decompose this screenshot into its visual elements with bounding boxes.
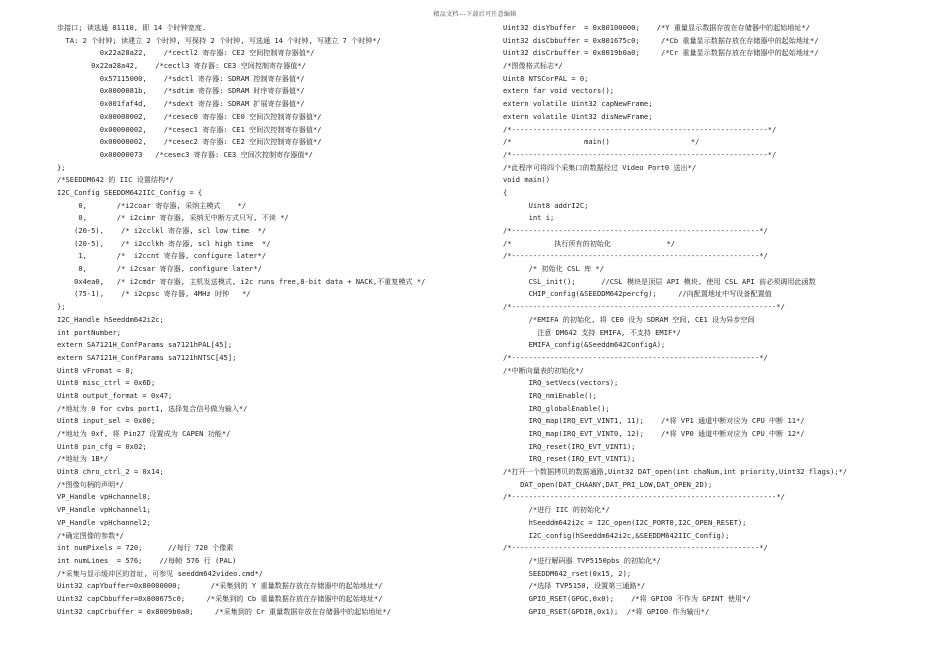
right-code-line: Uint8 addrI2C;: [503, 200, 589, 210]
right-code-line: IRQ_nmiEnable();: [503, 390, 597, 400]
left-code-line: 0x00000002, /*cesec0 寄存器: CE0 空间次控制寄存器值*/: [57, 111, 322, 121]
right-code-line: /*图像格式标志*/: [503, 61, 563, 71]
right-code-line: IRQ_map(IRQ_EVT_VINT0, 12); /*将 VP0 通道中断对应为 CPU 中断 12*/: [503, 429, 805, 438]
left-code-line: Uint8 chro_ctrl_2 = 0x14;: [57, 467, 164, 477]
left-code-line: VP_Handle vpHchannel2;: [57, 517, 151, 527]
left-code-line: 0x4ea0, /* i2cmdr 寄存器, 主机发送模式, i2c runs free,8-bit data + NACK,不重复模式 */: [57, 276, 426, 286]
left-code-line: Uint8 vFromat = 0;: [57, 365, 134, 375]
left-code-line: /*采集与显示缓冲区的首址, 可参见 seeddm642video.cmd*/: [57, 568, 264, 578]
left-code-line: Uint8 pin_cfg = 0x02;: [57, 441, 147, 451]
right-code-line: int i;: [503, 213, 555, 223]
right-code-line: extern volatile Uint32 capNewFrame;: [503, 99, 653, 109]
left-code-line: Uint8 misc_ctrl = 0x6D;: [57, 378, 156, 388]
left-code-line: /*图像句柄的声明*/: [57, 479, 124, 489]
right-code-line: hSeeddm642i2c = I2C_open(I2C_PORT0,I2C_OPEN_RESET);: [503, 517, 747, 527]
right-code-line: IRQ_globalEnable();: [503, 403, 610, 413]
right-code-line: 注意 DM642 支持 EMIFA, 不支持 EMIF*/: [503, 327, 681, 337]
right-code-line: IRQ_setVecs(vectors);: [503, 378, 619, 388]
right-code-line: Uint32 disCrbuffer = 0x8019b0a0; /*Cr 重量显示数据存放在存储器中的起始地址*/: [503, 48, 819, 58]
right-code-line: I2C_config(hSeeddm642i2c,&SEEDDM642IIC_Config);: [503, 530, 730, 540]
right-code-line: /*----------------------------------------------------------*/: [503, 543, 768, 553]
left-code-line: };: [57, 162, 66, 172]
left-code-line: 0x00000073 /*cesec3 寄存器: CE3 空间次控制寄存器值*/: [57, 149, 313, 159]
left-code-line: 0x00000002, /*cesec1 寄存器: CE1 空间次控制寄存器值*/: [57, 124, 322, 134]
left-code-line: /*地址为 1B*/: [57, 454, 109, 464]
right-code-line: /*EMIFA 的初始化, 将 CE0 设为 SDRAM 空间, CE1 设为异步空间: [503, 314, 755, 324]
left-code-line: /*确定图像的参数*/: [57, 530, 124, 540]
left-code-line: 0, /* i2csar 寄存器, configure later*/: [57, 264, 262, 274]
left-code-line: extern SA7121H_ConfParams sa7121hPAL[45];: [57, 340, 233, 350]
left-code-line: 0x0000081b, /*sdtim 寄存器: SDRAM 时序寄存器值*/: [57, 86, 305, 96]
right-code-line: /*中断向量表的初始化*/: [503, 365, 584, 375]
right-code-line: SEEDDM642_rset(0x15, 2);: [503, 568, 632, 578]
right-code-line: /* 执行所有的初始化 */: [503, 238, 676, 248]
right-code-line: /* main() */: [503, 137, 700, 147]
left-code-line: int numLines = 576; //每帧 576 行 (PAL): [57, 555, 237, 565]
right-code-line: /*此程序可将四个采集口的数据经过 Video Port0 送出*/: [503, 162, 697, 172]
right-code-line: void main(): [503, 175, 550, 185]
right-code-line: CSL_init(); //CSL 模块是顶层 API 模块, 使用 CSL API 前必须调用此函数: [503, 276, 816, 286]
right-code-line: EMIFA_config(&Seeddm642ConfigA);: [503, 340, 666, 350]
right-code-line: /*--------------------------------------------------------------*/: [503, 492, 785, 502]
page-header: 精品文档---下载后可任意编辑: [433, 11, 517, 18]
right-code-line: /*----------------------------------------------------------*/: [503, 226, 768, 235]
left-code-line: 0x57115000, /*sdctl 寄存器: SDRAM 控制寄存器值*/: [57, 73, 305, 83]
right-code-line: /*----------------------------------------------------------*/: [503, 251, 768, 261]
left-code-line: Uint8 input_sel = 0x00;: [57, 416, 156, 426]
left-code-line: int numPixels = 720; //每行 720 个像素: [57, 543, 234, 553]
left-code-line: extern SA7121H_ConfParams sa7121hNTSC[45];: [57, 352, 237, 362]
left-code-line: Uint8 output_format = 0x47;: [57, 390, 173, 400]
left-code-line: 0x001faf4d, /*sdext 寄存器: SDRAM 扩展寄存器值*/: [57, 99, 305, 109]
left-code-line: (20-5), /* i2cclkl 寄存器, scl low time */: [57, 226, 267, 235]
right-code-line: /*打开一个数据拷贝的数据通路,Uint32 DAT_open(int chaNum,int priority,Uint32 flags);*/: [503, 467, 848, 477]
right-code-line: /*------------------------------------------------------------*/: [503, 149, 777, 159]
left-code-line: int portNumber;: [57, 327, 122, 337]
right-code-line: extern volatile Uint32 disNewFrame;: [503, 111, 653, 121]
right-code-line: CHIP_config(&SEEDDM642percfg); //向配置地址中写设备配置值: [503, 289, 772, 299]
left-code-line: };: [57, 302, 66, 312]
right-code-column: [503, 22, 923, 618]
left-code-line: /*地址为 0xf, 将 Pin27 设置成为 CAPEN 功能*/: [57, 429, 231, 438]
left-code-line: 步接口; 读选通 01110, 即 14 个时钟宽度.: [57, 23, 207, 32]
right-code-line: /*选择 TVP5150, 设置第三通路*/: [503, 581, 646, 591]
left-code-column: [57, 22, 477, 618]
right-code-line: /*--------------------------------------------------------------*/: [503, 302, 785, 312]
left-code-line: VP_Handle vpHchannel0;: [57, 492, 151, 502]
right-code-line: Uint8 NTSCorPAL = 0;: [503, 73, 589, 83]
right-code-line: GPIO_RSET(GPGC,0x0); /*将 GPIO0 不作为 GPINT 使用*/: [503, 593, 751, 603]
right-code-line: IRQ_map(IRQ_EVT_VINT1, 11); /*将 VP1 通道中断对应为 CPU 中断 11*/: [503, 416, 805, 426]
right-code-line: Uint32 disYbuffer = 0x80100000; /*Y 重量显示数据存放在存储器中的起始地址*/: [503, 23, 811, 32]
left-code-line: I2C_Config SEEDDM642IIC_Config = {: [57, 187, 203, 197]
right-code-line: DAT_open(DAT_CHAANY,DAT_PRI_LOW,DAT_OPEN_2D);: [503, 479, 713, 489]
left-code-line: Uint32 capCbbuffer=0x800675c0; /*采集到的 Cb 重量数据存放在存储器中的起始地址*/: [57, 593, 383, 603]
left-code-line: Uint32 capYbuffer=0x80000000; /*采集到的 Y 重量数据存放在存储器中的起始地址*/: [57, 581, 383, 591]
right-code-line: /*------------------------------------------------------------*/: [503, 124, 777, 134]
left-code-line: I2C_Handle hSeeddm642i2c;: [57, 314, 164, 324]
left-code-line: 0x00000002, /*cesec2 寄存器: CE2 空间次控制寄存器值*/: [57, 137, 322, 147]
left-code-line: /*SEEDDM642 的 IIC 设置结构*/: [57, 175, 174, 185]
left-code-line: (20-5), /* i2cclkh 寄存器, scl high time */: [57, 238, 271, 248]
right-code-line: extern far void vectors();: [503, 86, 615, 96]
left-code-line: 0x22a28a42, /*cectl3 寄存器: CE3 空间控制寄存器值*/: [57, 61, 306, 71]
right-code-line: /*----------------------------------------------------------*/: [503, 352, 768, 362]
left-code-line: TA: 2 个时钟; 读建立 2 个时钟, 写保持 2 个时钟, 写选通 14 个时钟, 写建立 7 个时钟*/: [57, 35, 381, 45]
left-code-line: 0, /*i2coar 寄存器, 采纳主模式 */: [57, 200, 247, 210]
right-code-line: Uint32 disCbbuffer = 0x801675c0; /*Cb 重量显示数据存放在存储器中的起始地址*/: [503, 35, 819, 45]
left-code-line: /*地址为 0 for cvbs port1, 选择复合信号做为输入*/: [57, 403, 248, 413]
left-code-line: 0x22a28a22, /*cectl2 寄存器: CE2 空间控制寄存器值*/: [57, 48, 315, 58]
left-code-line: 0, /* i2cimr 寄存器, 采纳无中断方式只写, 不读 */: [57, 213, 289, 223]
right-code-line: {: [503, 187, 508, 197]
left-code-line: (75-1), /* i2cpsc 寄存器, 4MHz 时钟 */: [57, 289, 251, 299]
left-code-line: Uint32 capCrbuffer = 0x8009b0a0; /*采集到的 Cr 重量数据存放在存储器中的起始地址*/: [57, 606, 392, 616]
right-code-line: IRQ_reset(IRQ_EVT_VINT1);: [503, 454, 636, 464]
right-code-line: /*进行解码器 TVP5150pbs 的初始化*/: [503, 555, 661, 565]
right-code-line: GPIO_RSET(GPDIR,0x1); /*将 GPIO0 作为输出*/: [503, 606, 710, 616]
right-code-line: /*进行 IIC 的初始化*/: [503, 505, 610, 515]
left-code-line: VP_Handle vpHchannel1;: [57, 505, 151, 515]
right-code-line: IRQ_reset(IRQ_EVT_VINT1);: [503, 441, 636, 451]
right-code-line: /* 初始化 CSL 库 */: [503, 264, 604, 274]
left-code-line: 1, /* i2ccnt 寄存器, configure later*/: [57, 251, 267, 261]
